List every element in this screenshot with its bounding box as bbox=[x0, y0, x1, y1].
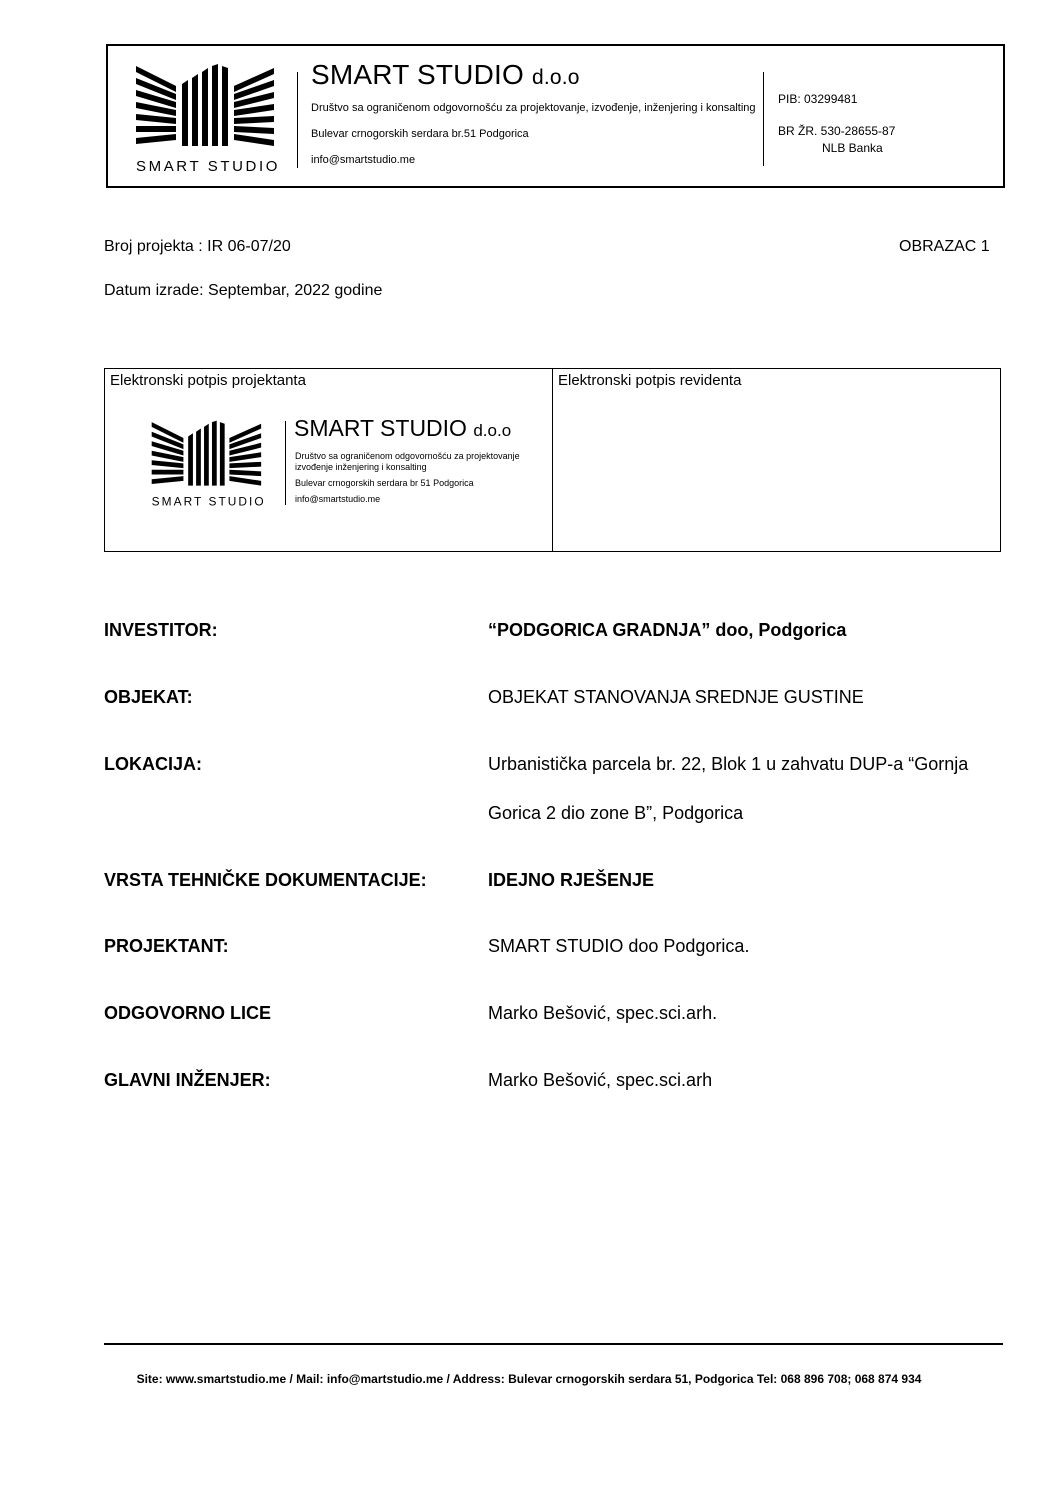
bank-name: NLB Banka bbox=[822, 141, 883, 155]
designer-signature-label: Elektronski potpis projektanta bbox=[110, 372, 306, 389]
bank-account: BR ŽR. 530-28655-87 bbox=[778, 124, 896, 138]
footer-divider bbox=[104, 1343, 1003, 1345]
creation-date: Datum izrade: Septembar, 2022 godine bbox=[104, 282, 383, 299]
smart-studio-stamp-logo bbox=[149, 419, 267, 511]
divider bbox=[763, 72, 764, 166]
footer-contact: Site: www.smartstudio.me / Mail: info@martstudio.me / Address: Bulevar crnogorskih serdara 51, Podgorica Tel: 068 896 708; 068 874 934 bbox=[136, 1372, 922, 1386]
designer-value: SMART STUDIO doo Podgorica. bbox=[488, 936, 750, 956]
investor-label: INVESTITOR: bbox=[104, 620, 218, 640]
stamp-logo-text: SMART STUDIO bbox=[151, 494, 266, 509]
company-address: Bulevar crnogorskih serdara br.51 Podgorica bbox=[311, 128, 529, 140]
stamp-tagline: Društvo sa ograničenom odgovornošću za projektovanje izvođenje inženjering i konsalting bbox=[295, 451, 520, 472]
object-label: OBJEKAT: bbox=[104, 687, 193, 707]
location-label: LOKACIJA: bbox=[104, 754, 202, 774]
signature-table bbox=[104, 368, 1001, 552]
investor-value: “PODGORICA GRADNJA” doo, Podgorica bbox=[488, 620, 847, 640]
documentation-type-label: VRSTA TEHNIČKE DOKUMENTACIJE: bbox=[104, 870, 427, 890]
divider bbox=[297, 72, 298, 168]
company-tagline: Društvo sa ograničenom odgovornošću za projektovanje, izvođenje, inženjering i konsalting bbox=[311, 102, 756, 114]
responsible-person-label: ODGOVORNO LICE bbox=[104, 1003, 272, 1023]
company-email: info@smartstudio.me bbox=[311, 154, 416, 166]
smart-studio-logo bbox=[134, 62, 280, 178]
company-name: SMART STUDIO d.o.o bbox=[311, 59, 580, 90]
documentation-type-value: IDEJNO RJEŠENJE bbox=[488, 870, 655, 890]
form-label: OBRAZAC 1 bbox=[899, 238, 990, 255]
chief-engineer-label: GLAVNI INŽENJER: bbox=[104, 1070, 271, 1090]
object-value: OBJEKAT STANOVANJA SREDNJE GUSTINE bbox=[488, 687, 864, 707]
stamp-company-name: SMART STUDIO d.o.o bbox=[294, 415, 512, 441]
chief-engineer-value: Marko Bešović, spec.sci.arh bbox=[488, 1070, 713, 1090]
designer-signature-cell bbox=[105, 369, 553, 551]
project-number: Broj projekta : IR 06-07/20 bbox=[104, 238, 291, 255]
location-value: Urbanistička parcela br. 22, Blok 1 u zahvatu DUP-a “Gornja bbox=[488, 754, 969, 774]
reviewer-signature-cell bbox=[553, 369, 1000, 551]
logo-text: SMART STUDIO bbox=[136, 158, 280, 175]
location-value-continued: Gorica 2 dio zone B”, Podgorica bbox=[488, 803, 744, 823]
reviewer-signature-label: Elektronski potpis revidenta bbox=[558, 372, 742, 389]
responsible-person-value: Marko Bešović, spec.sci.arh. bbox=[488, 1003, 718, 1023]
designer-label: PROJEKTANT: bbox=[104, 936, 229, 956]
divider bbox=[285, 421, 286, 505]
stamp-email: info@smartstudio.me bbox=[295, 494, 381, 504]
pib-number: PIB: 03299481 bbox=[778, 92, 858, 106]
letterhead bbox=[106, 44, 1005, 188]
stamp-address: Bulevar crnogorskih serdara br 51 Podgorica bbox=[295, 478, 474, 488]
